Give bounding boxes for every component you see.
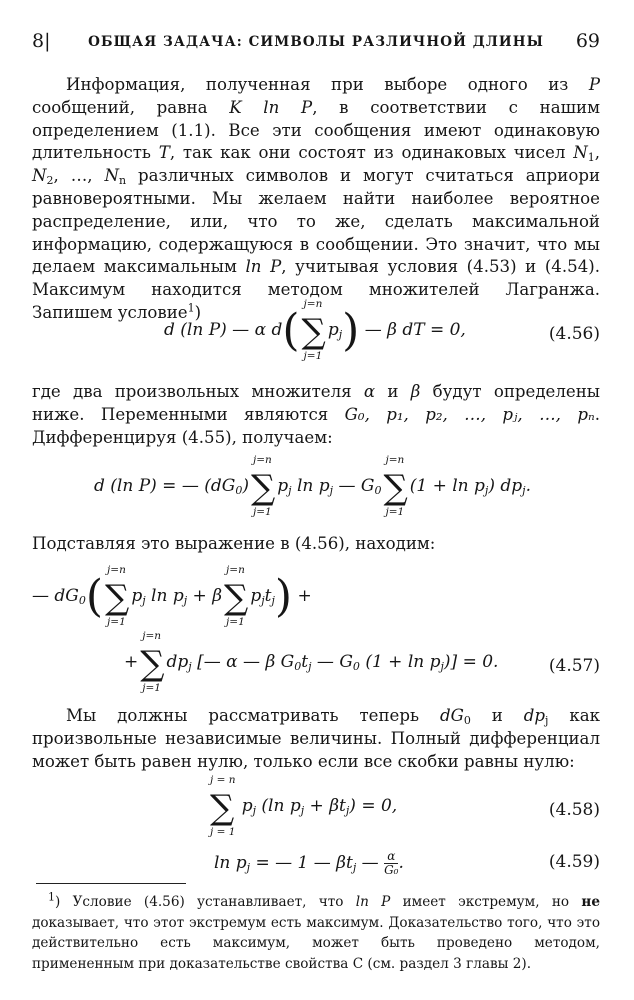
sum-upper-limit: j = n [210, 774, 236, 786]
sub: 0 [294, 660, 302, 673]
fraction-numerator: α [384, 850, 398, 864]
var-N2: N [32, 166, 47, 186]
eq-term: — dG [32, 586, 79, 606]
text: и [470, 706, 524, 725]
equation-number: (4.56) [548, 324, 600, 344]
sum-upper-limit: j=n [142, 630, 162, 642]
eq-term: p [277, 476, 289, 496]
eq-term: ln p [145, 586, 184, 606]
sub: j [329, 484, 334, 497]
variable-list: G₀, p₁, p₂, …, pⱼ, …, pₙ [344, 404, 595, 424]
sub: j [345, 804, 350, 817]
sum-lower-limit: j=1 [107, 616, 126, 628]
emphasis-not: не [581, 894, 600, 910]
eq-term: ) = 0, [349, 796, 398, 816]
sub: 1 [587, 151, 595, 165]
sub: 2 [46, 174, 54, 188]
equation-number: (4.59) [548, 852, 600, 872]
sub: j [522, 484, 526, 497]
footnote-ref[interactable]: 1 [187, 301, 195, 315]
page-header [32, 30, 600, 54]
sum-upper-limit: j=n [226, 564, 245, 576]
paragraph-independent [32, 705, 600, 773]
sub: 0 [374, 484, 382, 497]
page-number-left: 8| [32, 30, 51, 52]
sub: j [308, 660, 312, 673]
eq-rhs: — β dT = 0, [364, 320, 466, 340]
eq-term: (ln p [256, 796, 301, 816]
expr-lnP: ln P [245, 257, 282, 277]
sum-upper-limit: j=n [385, 454, 405, 466]
eq-term: — [356, 853, 385, 873]
sub: 0 [463, 714, 471, 727]
equation-4-57-line2 [32, 630, 600, 698]
sum-sign: ∑ [383, 468, 408, 508]
sum-lower-limit: j=1 [385, 506, 405, 518]
equation-4-57-line1: — $dG_0$( j=n ∑ j=1 $p_j$ $\ln p_j + \beta$ j=n ∑ j=1 $p_jt_j$) + [32, 564, 312, 628]
text: . Дифференцируя (4.55), получаем: [32, 404, 600, 447]
eq-lhs: d (ln P) — α d [164, 320, 283, 340]
sub: j [484, 484, 489, 497]
eq-term: + β [187, 586, 223, 606]
text: , …, [53, 166, 105, 186]
footnote-rule [36, 883, 186, 884]
eq-term: t [264, 586, 272, 606]
sum-lower-limit: j=1 [226, 616, 245, 628]
var-alpha: α [363, 382, 376, 401]
sum-sign: ∑ [210, 788, 235, 828]
equation-number: (4.57) [548, 656, 600, 676]
eq-term: + βt [304, 796, 346, 816]
text: ) [194, 302, 202, 322]
sum-lower-limit: j=1 [142, 682, 161, 694]
sub: 0 [352, 660, 360, 673]
expr-KlnP: K ln P [229, 97, 313, 117]
text: сообщений, равна [32, 97, 230, 117]
sub: j [183, 594, 188, 607]
eq-term: = — 1 — βt [250, 853, 353, 873]
sum-sign: ∑ [250, 468, 276, 508]
sub: j [142, 594, 146, 607]
text: , так как они состоят из одинаковых чисел [169, 143, 574, 163]
equation-number: (4.58) [548, 800, 600, 820]
eq-term: p [131, 586, 143, 606]
sub: j [252, 804, 256, 817]
text: Информация, полученная при выборе одного из [66, 75, 589, 94]
sum-sign: ∑ [224, 578, 249, 618]
eq-term: p [241, 796, 253, 816]
sub: j [261, 594, 265, 607]
text: доказывает, что этот экстремум есть максимум. Доказательство того, что это действительно есть максимум, может быть проведено методом, примененным при доказательстве свойства [32, 914, 600, 972]
sum-sign: ∑ [140, 644, 165, 684]
eq-term: )] = 0. [443, 652, 499, 672]
var-T: T [158, 143, 170, 163]
fraction-denominator: G₀ [384, 863, 399, 877]
eq-term: + [292, 586, 312, 606]
var-dpj: dp [523, 706, 546, 725]
paragraph-substituting [32, 533, 600, 556]
sum-sign: ∑ [301, 312, 326, 352]
sub: j [545, 714, 549, 727]
eq-term: [— α — β G [191, 652, 295, 672]
equation-4-56: d (ln P) — α d( j=n ∑ j=1 $p_j$) — β dT = 0, (4.56) [164, 298, 600, 362]
sub: j [188, 660, 192, 673]
sub: j [300, 804, 305, 817]
eq-term: ln p [214, 853, 247, 873]
text: ) Условие (4.56) устанавливает, что [55, 894, 356, 910]
sub: j [246, 861, 251, 874]
text: Подставляя это выражение в (4.56), находим: [32, 534, 436, 553]
var-N1: N [573, 143, 588, 163]
sub: 0 [235, 484, 243, 497]
eq-term: p [327, 320, 339, 340]
text: , в соответствии с нашим определением (1.1). Все эти сообщения имеют одинаковую длительность [32, 97, 601, 163]
var-beta: β [410, 382, 421, 401]
expr-lnP: ln P [355, 894, 391, 910]
text: , учитывая условия (4.53) и (4.54). Максимум находится методом множителей Лагранжа. Запишем условие [32, 257, 600, 322]
eq-term: ) dp [488, 476, 523, 496]
eq-term: . [525, 476, 531, 496]
text: (см. раздел 3 главы 2). [363, 955, 532, 972]
eq-term: . [398, 853, 404, 873]
sum-upper-limit: j=n [252, 454, 272, 466]
sum-upper-limit: j=n [107, 564, 126, 576]
paragraph-information: Информация, полученная при выборе одного из P сообщений, равна K ln P, в соответствии с нашим определением (1.1). Все эти сообщения имеют одинаковую длительность T, так как они состоят из одинаковых чисел $N_1$, $N_2$, …, $N_n$ различных символов и могут считаться априори равновероятными. Мы желаем найти наиболее вероятное распределение, или, что то же, сделать максимальной информацию, содержащуюся в сообщении. Это значит, что мы делаем максимальным ln P, учитывая условия (4.53) и (4.54). Максимум находится методом множителей Лагранжа. Запишем условие$^1$) [32, 75, 601, 322]
eq-term: — G [333, 476, 375, 496]
eq-term: t [301, 652, 309, 672]
text: как произвольные независимые величины. Полный дифференциал может быть равен нулю, только если все скобки равны нулю: [32, 706, 601, 771]
property-C: C [352, 955, 364, 972]
text: где два произвольных множителя [32, 382, 364, 401]
equation-4-59 [32, 840, 600, 876]
sub: j [288, 484, 292, 497]
fraction [384, 850, 398, 877]
sub: n [119, 174, 127, 188]
eq-term: — G [311, 652, 353, 672]
running-title: ОБЩАЯ ЗАДАЧА: СИМВОЛЫ РАЗЛИЧНОЙ ДЛИНЫ [88, 34, 544, 50]
sum-upper-limit: j=n [303, 298, 323, 310]
eq-term: + [124, 652, 139, 672]
text: имеет экстремум, но [390, 894, 582, 910]
eq-term: p [250, 586, 262, 606]
equation-4-58 [32, 774, 600, 842]
page-number-right: 69 [575, 30, 600, 52]
sum-lower-limit: j=1 [303, 350, 323, 362]
eq-lhs: ) [242, 476, 249, 496]
text: будут определены ниже. Переменными являются [32, 382, 600, 424]
eq-lhs: d (ln P) = — (dG [94, 476, 236, 496]
equation-differential [32, 454, 600, 522]
eq-term: (1 + ln p [359, 652, 441, 672]
footnote-mark: 1 [48, 890, 55, 904]
sum-lower-limit: j = 1 [210, 826, 236, 838]
sub: j [440, 660, 444, 673]
paragraph-multipliers [32, 381, 600, 449]
footnote [32, 892, 600, 974]
sub: j [352, 861, 357, 874]
var-dG0: dG [439, 706, 464, 725]
var-P: P [588, 75, 600, 94]
sub: 0 [78, 594, 86, 607]
eq-term: dp [166, 652, 189, 672]
sum-sign: ∑ [105, 578, 130, 618]
text: и [375, 382, 411, 401]
sub: j [271, 594, 275, 607]
sum-lower-limit: j=1 [252, 506, 272, 518]
text: Мы должны рассматривать теперь [66, 706, 440, 725]
sub: j [338, 328, 343, 341]
eq-term: (1 + ln p [409, 476, 485, 496]
var-Nn: N [104, 166, 120, 186]
text: различных символов и могут считаться априори равновероятными. Мы желаем найти наиболее вероятное распределение, или, что то же, сделать максимальной информацию, содержащуюся в сообщении. Это значит, что мы делаем максимальным [32, 166, 600, 277]
eq-term: ln p [291, 476, 330, 496]
